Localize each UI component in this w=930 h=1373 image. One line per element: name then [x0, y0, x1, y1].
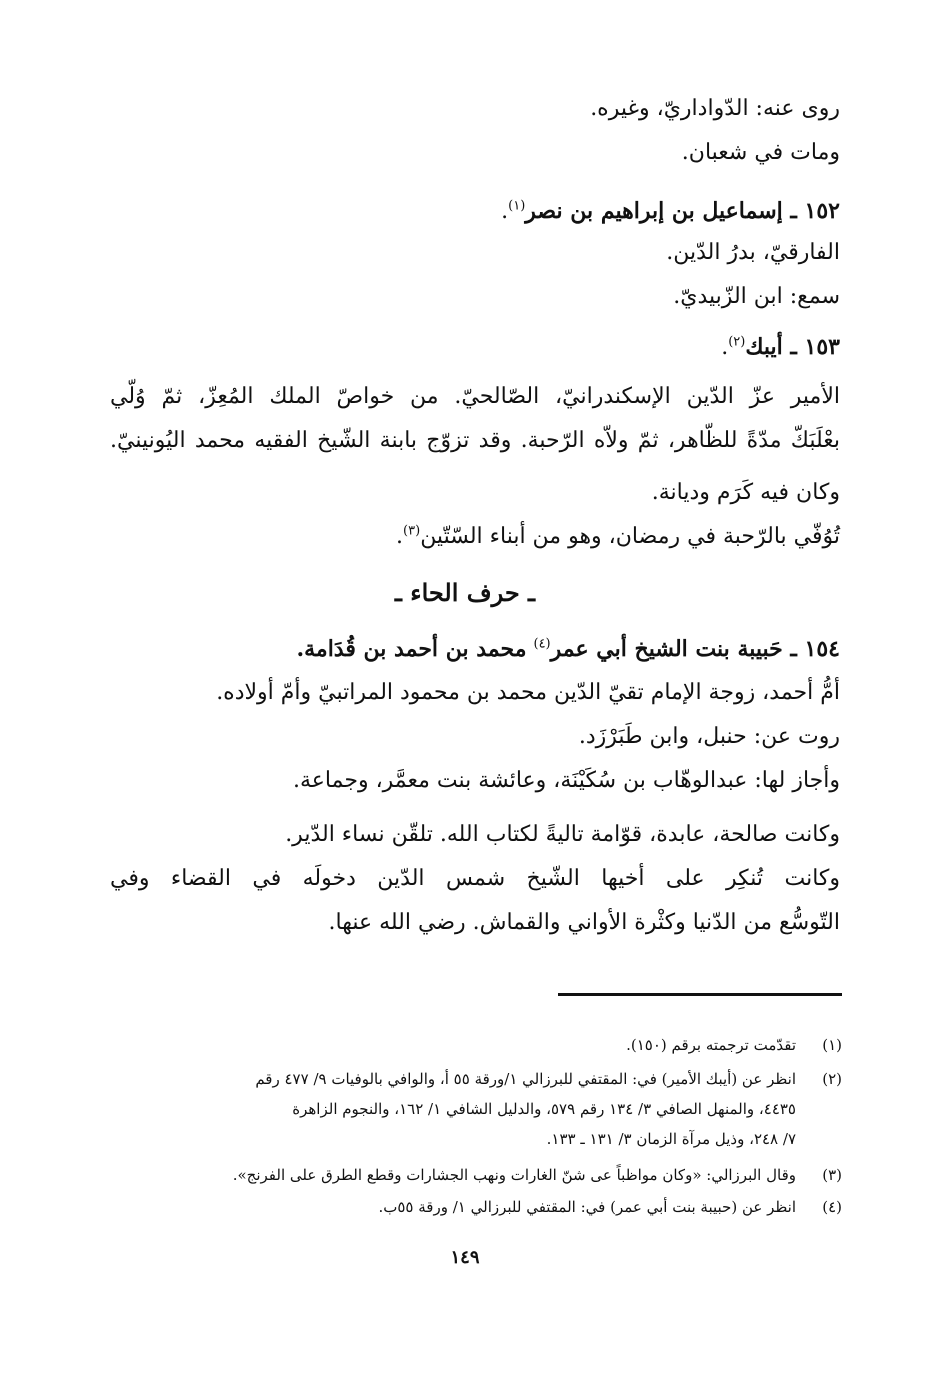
- heading-period: .: [721, 335, 729, 360]
- footnote-text: انظر عن (أيبك الأمير) في: المقتفي للبرزالي ١/ورقة ٥٥ أ، والوافي بالوفيات ٩/ ٤٧٧ رقم: [255, 1070, 796, 1088]
- body-line: الأمير عزّ الدّين الإسكندرانيّ، الصّالحيّ. من خواصّ الملك المُعِزّ، ثمّ وُلّي: [110, 384, 840, 409]
- footnote-mark: (٢): [728, 334, 746, 350]
- entry-152-heading: [501, 196, 840, 227]
- body-line: وكانت صالحة، عابدة، قوّامة تاليةً لكتاب الله. تلقّن نساء الدّير.: [285, 822, 840, 847]
- body-line: سمع: ابن الزّبيديّ.: [673, 284, 840, 309]
- entry-152-title: ١٥٢ ـ إسماعيل بن إبراهيم بن نصر: [525, 198, 840, 224]
- footnote-2-cont: ٧/ ٢٤٨، وذيل مرآة الزمان ٣/ ١٣١ ـ ١٣٣.: [546, 1130, 796, 1148]
- footnote-1: [110, 1032, 842, 1058]
- body-line: ومات في شعبان.: [681, 140, 840, 165]
- body-line: التّوسُّع من الدّنيا وكثْرة الأواني والقماش. رضي الله عنها.: [328, 910, 840, 935]
- footnote-separator: [558, 993, 842, 996]
- footnote-mark: (١): [508, 198, 526, 214]
- entry-153-heading: [721, 332, 840, 363]
- footnote-text: تقدّمت ترجمته برقم (١٥٠).: [626, 1036, 796, 1054]
- footnote-text: وقال البرزالي: «وكان مواظباً عى شنّ الغارات ونهب الجشارات وقطع الطرق على الفرنج».: [232, 1166, 796, 1184]
- entry-154-title: ١٥٤ ـ حَبيبة بنت الشيخ أبي عمر: [550, 636, 840, 662]
- body-line: وكانت تُنكِر على أخيها الشّيخ شمس الدّين دخولَه في القضاء وفي: [110, 866, 840, 891]
- body-line: روى عنه: الدّواداريّ، وغيره.: [590, 96, 840, 121]
- section-heading: ـ حرف الحاء ـ: [394, 578, 536, 607]
- footnote-4: [110, 1194, 842, 1220]
- footnote-mark: (٣): [403, 523, 421, 539]
- body-line: [396, 522, 840, 552]
- footnote-number: (٣): [822, 1166, 842, 1184]
- body-text: تُوُفّي بالرّحبة في رمضان، وهو من أبناء السّتّين: [420, 524, 840, 549]
- body-line: وأجاز لها: عبدالوهّاب بن سُكَيْنَة، وعائشة بنت معمَّر، وجماعة.: [293, 768, 840, 793]
- footnote-2-cont: ٤٤٣٥، والمنهل الصافي ٣/ ١٣٤ رقم ٥٧٩، والدليل الشافي ١/ ١٦٢، والنجوم الزاهرة: [292, 1100, 796, 1118]
- entry-154-heading: [296, 634, 840, 665]
- body-line: أمُّ أحمد، زوجة الإمام تقيّ الدّين محمد بن محمود المراتبيّ وأمّ أولاده.: [216, 680, 840, 705]
- footnote-2: [110, 1066, 842, 1092]
- entry-154-title-cont: محمد بن أحمد بن قُدَامة.: [296, 636, 527, 662]
- entry-153-title: ١٥٣ ـ أيبك: [745, 334, 840, 360]
- page-number: ١٤٩: [450, 1247, 480, 1268]
- body-line: الفارقيّ، بدرُ الدّين.: [666, 240, 840, 265]
- footnote-number: (٢): [822, 1070, 842, 1088]
- heading-period: .: [501, 199, 509, 224]
- body-line: روت عن: حنبل، وابن طَبَرْزَد.: [578, 724, 840, 749]
- body-line: وكان فيه كَرَم وديانة.: [651, 480, 840, 505]
- body-line: بعْلَبَكّ مدّةً للظّاهر، ثمّ ولاّه الرّحبة. وقد تزوّج بابنة الشّيخ الفقيه محمد اليُونينيّ.: [110, 428, 840, 453]
- footnote-number: (٤): [822, 1198, 842, 1216]
- footnote-3: [110, 1162, 842, 1188]
- heading-period: .: [396, 524, 404, 549]
- footnote-number: (١): [822, 1036, 842, 1054]
- footnote-mark: (٤): [533, 636, 551, 652]
- footnote-text: انظر عن (حبيبة بنت أبي عمر) في: المقتفي للبرزالي ١/ ورقة ٥٥ب.: [378, 1198, 796, 1216]
